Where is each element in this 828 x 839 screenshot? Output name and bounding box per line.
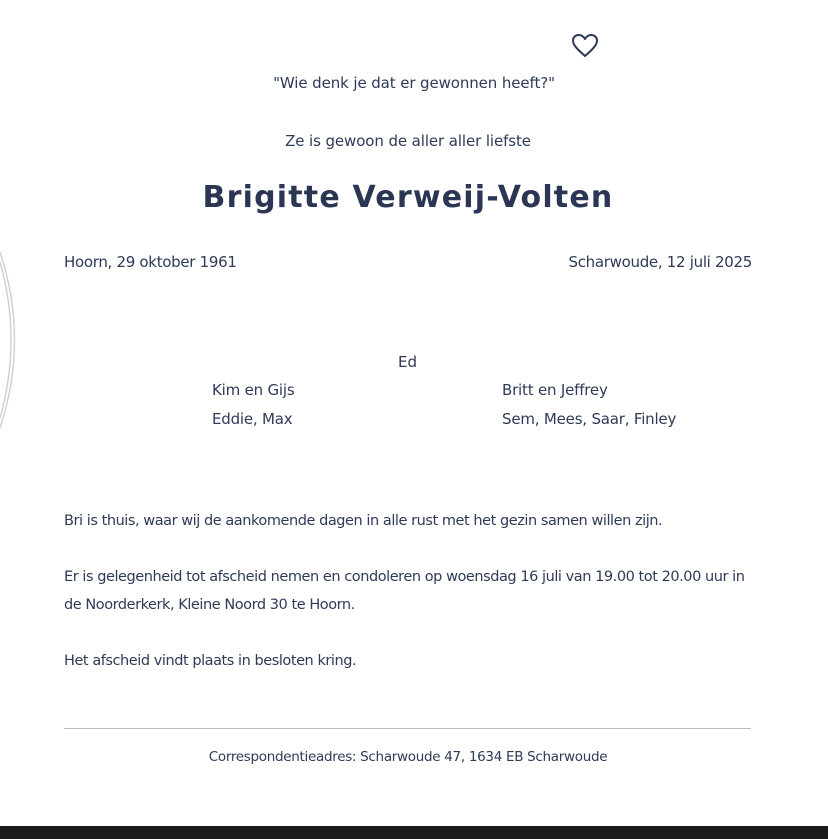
decorative-arcs: [0, 0, 30, 460]
paragraph-farewell: Het afscheid vindt plaats in besloten kring.: [64, 653, 357, 669]
paragraph-condolence: Er is gelegenheid tot afscheid nemen en condoleren op woensdag 16 juli van 19.00 tot 20.00 uur in de Noorderkerk, Kleine Noord 30 te Hoorn.: [64, 569, 745, 613]
family-right-line-2: Sem, Mees, Saar, Finley: [502, 410, 677, 428]
subtitle: Ze is gewoon de aller aller liefste: [285, 132, 531, 150]
paragraph-home: Bri is thuis, waar wij de aankomende dagen in alle rust met het gezin samen willen zijn.: [64, 513, 663, 529]
family-left-line-2: Eddie, Max: [212, 410, 293, 428]
deceased-name: Brigitte Verweij-Volten: [202, 180, 614, 215]
correspondence-address: Correspondentieadres: Scharwoude 47, 1634 EB Scharwoude: [208, 749, 608, 765]
birth-place-date: Hoorn, 29 oktober 1961: [64, 253, 237, 271]
bottom-edge-bar: [0, 826, 828, 839]
family-right-line-1: Britt en Jeffrey: [502, 381, 608, 399]
heart-outline-icon: [571, 33, 599, 59]
divider-line: [64, 728, 751, 729]
partner-name: Ed: [398, 353, 417, 371]
family-left-line-1: Kim en Gijs: [212, 381, 295, 399]
opening-quote: "Wie denk je dat er gewonnen heeft?": [273, 74, 555, 92]
death-place-date: Scharwoude, 12 juli 2025: [568, 253, 752, 271]
